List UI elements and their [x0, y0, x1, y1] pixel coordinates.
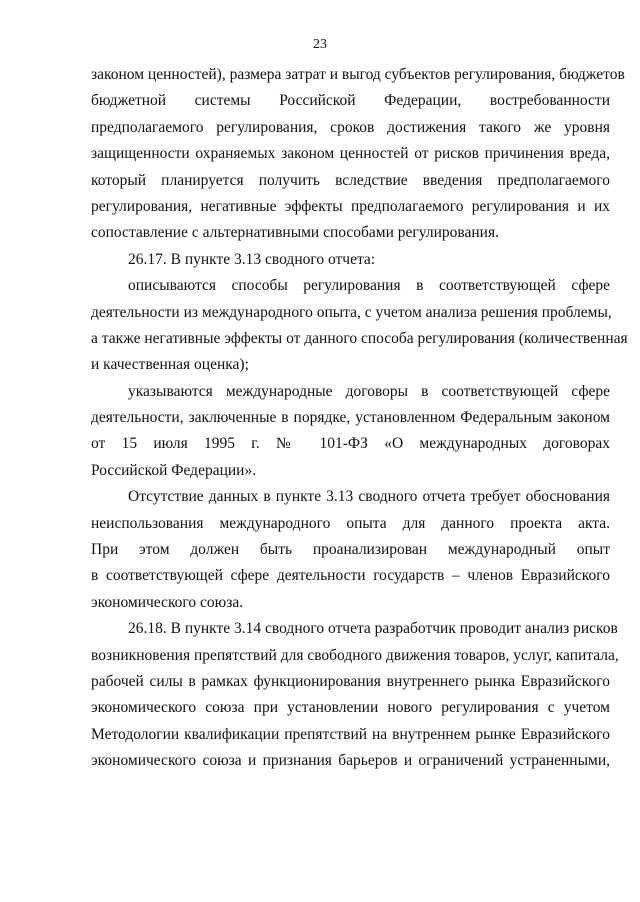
text-line: описываются способы регулирования в соответствующей сфере — [128, 277, 610, 295]
text-line: который планируется получить вследствие введения предполагаемого — [91, 171, 610, 189]
paragraph — [91, 616, 619, 774]
text-line: экономического союза при установлении нового регулирования с учетом — [91, 699, 610, 717]
text-line: Методологии квалификации препятствий на внутреннем рынке Евразийского — [91, 725, 610, 743]
text-line: При этом должен быть проанализирован международный опыт — [91, 541, 610, 559]
document-body — [91, 62, 628, 775]
text-line: сопоставление с альтернативными способами регулирования. — [91, 224, 499, 242]
text-line: указываются международные договоры в соответствующей сфере — [128, 382, 610, 400]
text-line: неиспользования международного опыта для данного проекта акта. — [91, 514, 610, 532]
text-line: а также негативные эффекты от данного способа регулирования (количественная — [91, 329, 628, 347]
paragraph — [91, 273, 628, 379]
paragraph — [91, 379, 610, 485]
text-line: и качественная оценка); — [91, 356, 249, 374]
text-line: Отсутствие данных в пункте 3.13 сводного отчета требует обоснования — [128, 488, 610, 506]
text-line: деятельности из международного опыта, с учетом анализа решения проблемы, — [91, 303, 612, 321]
text-line: деятельности, заключенные в порядке, установленном Федеральным законом — [91, 409, 610, 427]
paragraph — [91, 247, 610, 273]
text-line: экономического союза и признания барьеров и ограничений устраненными, — [91, 752, 610, 770]
text-line: законом ценностей), размера затрат и выгод субъектов регулирования, бюджетов — [91, 66, 625, 83]
text-line: 26.17. В пункте 3.13 сводного отчета: — [128, 250, 376, 268]
page-number: 23 — [313, 37, 327, 52]
text-line: возникновения препятствий для свободного движения товаров, услуг, капитала, — [91, 646, 619, 664]
text-line: в соответствующей сфере деятельности государств – членов Евразийского — [91, 567, 610, 585]
text-line: предполагаемого регулирования, сроков достижения такого же уровня — [91, 118, 610, 136]
text-line: бюджетной системы Российской Федерации, востребованности — [91, 92, 610, 110]
text-line: регулирования, негативные эффекты предполагаемого регулирования и их — [91, 197, 610, 215]
paragraph — [91, 62, 625, 247]
text-line: экономического союза. — [91, 593, 244, 611]
paragraph — [91, 484, 610, 616]
text-line: 26.18. В пункте 3.14 сводного отчета разработчик проводит анализ рисков — [128, 620, 618, 638]
text-line: рабочей силы в рамках функционирования внутреннего рынка Евразийского — [91, 672, 610, 690]
text-line: защищенности охраняемых законом ценностей от рисков причинения вреда, — [91, 145, 610, 163]
text-line: от 15 июля 1995 г. № 101-ФЗ «О международных договорах — [91, 435, 610, 453]
text-line: Российской Федерации». — [91, 461, 257, 479]
